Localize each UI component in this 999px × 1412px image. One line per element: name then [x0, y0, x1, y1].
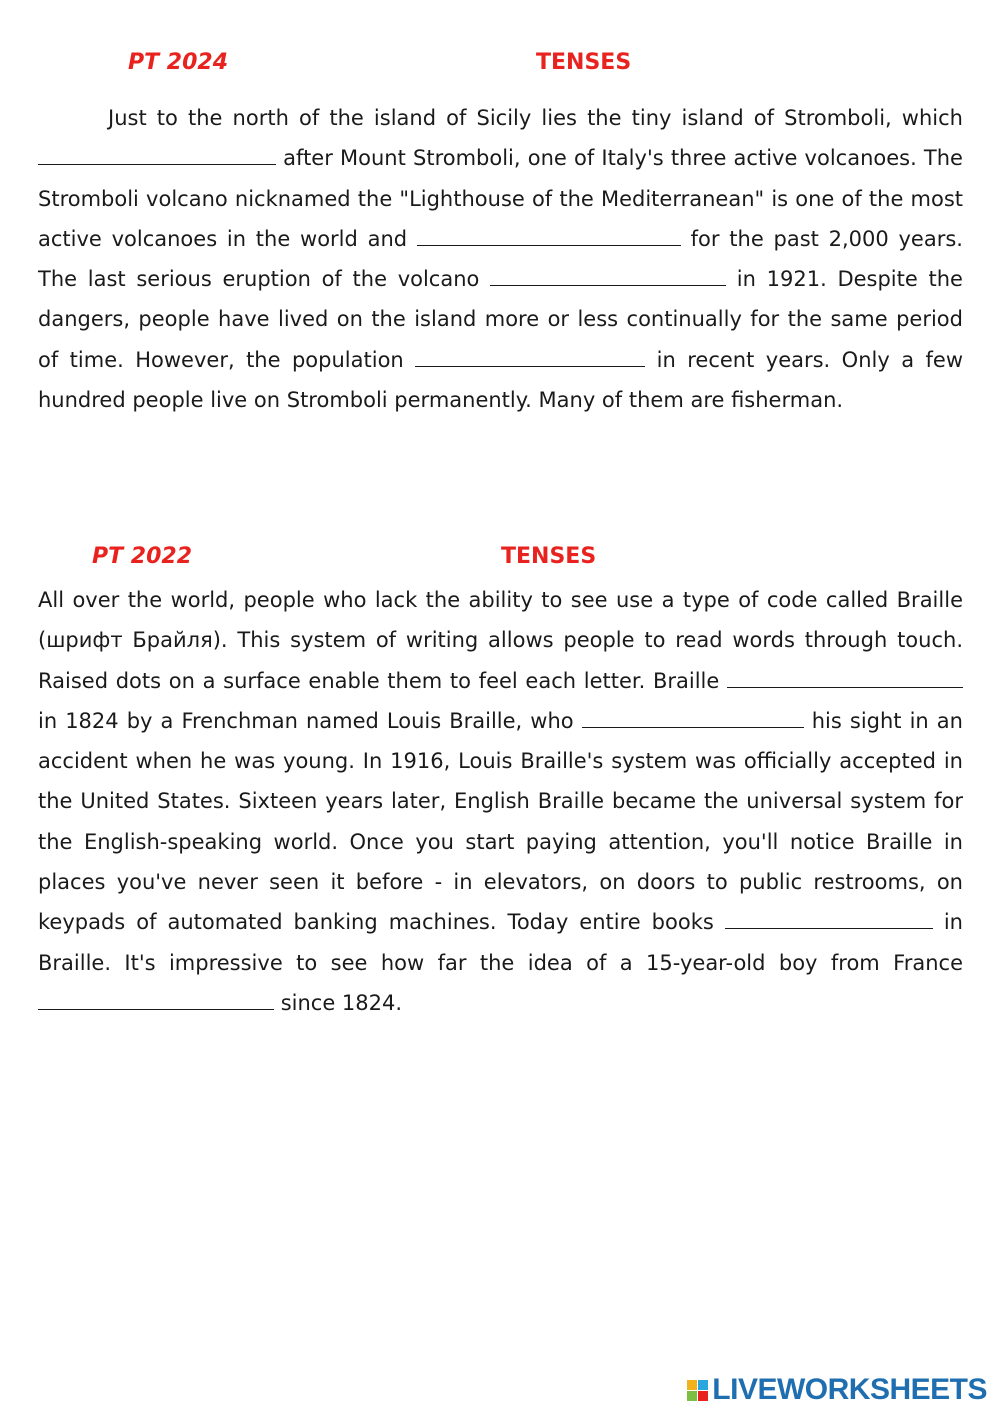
- exercise-paragraph: [38, 580, 963, 1023]
- answer-blank-8[interactable]: [38, 991, 274, 1010]
- text-segment: Just to the north of the island of Sicily lies the tiny island of Stromboli, which: [108, 106, 963, 130]
- text-segment: in 1824 by a Frenchman named Louis Braille, who: [38, 708, 574, 733]
- text-segment: his sight in an accident when he was young. In 1916, Louis Braille's system was officially accepted in the United States. Sixteen years later, English Braille became the universal system for the English-speaking world. Once you start paying attention, you'll notice Braille in places you've never seen it before - in elevators, on doors to public restrooms, on keypads of automated banking machines. Today entire books: [38, 708, 963, 935]
- answer-blank-4[interactable]: [415, 348, 645, 367]
- answer-blank-7[interactable]: [725, 910, 933, 929]
- exercise-section-2024: [38, 50, 963, 420]
- answer-blank-6[interactable]: [582, 709, 804, 728]
- exam-label: PT 2022: [92, 544, 193, 569]
- text-segment: All over the world, people who lack the ability to see use a type of code called Braille (шрифт Брайля). This system of writing allows people to read words through touch. Raised dots on a surface enable them to feel each letter. Braille: [38, 588, 963, 693]
- text-segment: since 1824.: [280, 990, 403, 1015]
- exercise-paragraph: [38, 98, 963, 420]
- text-segment: after Mount Stromboli, one of Italy's three active volcanoes. The Stromboli volcano nicknamed the "Lighthouse of the Mediterranean" is one of the most active volcanoes in the world and: [38, 146, 963, 251]
- section-heading: [38, 50, 963, 86]
- logo-text: LIVEWORKSHEETS: [712, 1373, 987, 1406]
- answer-blank-3[interactable]: [490, 267, 726, 286]
- exam-label: PT 2024: [128, 50, 229, 75]
- text-segment: for the past 2,000 years. The last serious eruption of the volcano: [38, 226, 963, 292]
- section-title: TENSES: [501, 544, 597, 569]
- section-heading: [38, 544, 963, 580]
- answer-blank-5[interactable]: [727, 669, 963, 688]
- text-segment: in Braille. It's impressive to see how far the idea of a 15-year-old boy from France: [38, 910, 963, 975]
- answer-blank-1[interactable]: [38, 146, 276, 165]
- liveworksheets-logo: [687, 1373, 987, 1407]
- logo-blocks-icon: [687, 1380, 708, 1401]
- section-title: TENSES: [536, 50, 632, 75]
- exercise-section-2022: [38, 544, 963, 1023]
- text-segment: in 1921. Despite the dangers, people have lived on the island more or less continually for the same period of time. However, the population: [38, 267, 963, 372]
- text-segment: in recent years. Only a few hundred people live on Stromboli permanently. Many of them are fisherman.: [38, 347, 964, 413]
- answer-blank-2[interactable]: [417, 227, 681, 246]
